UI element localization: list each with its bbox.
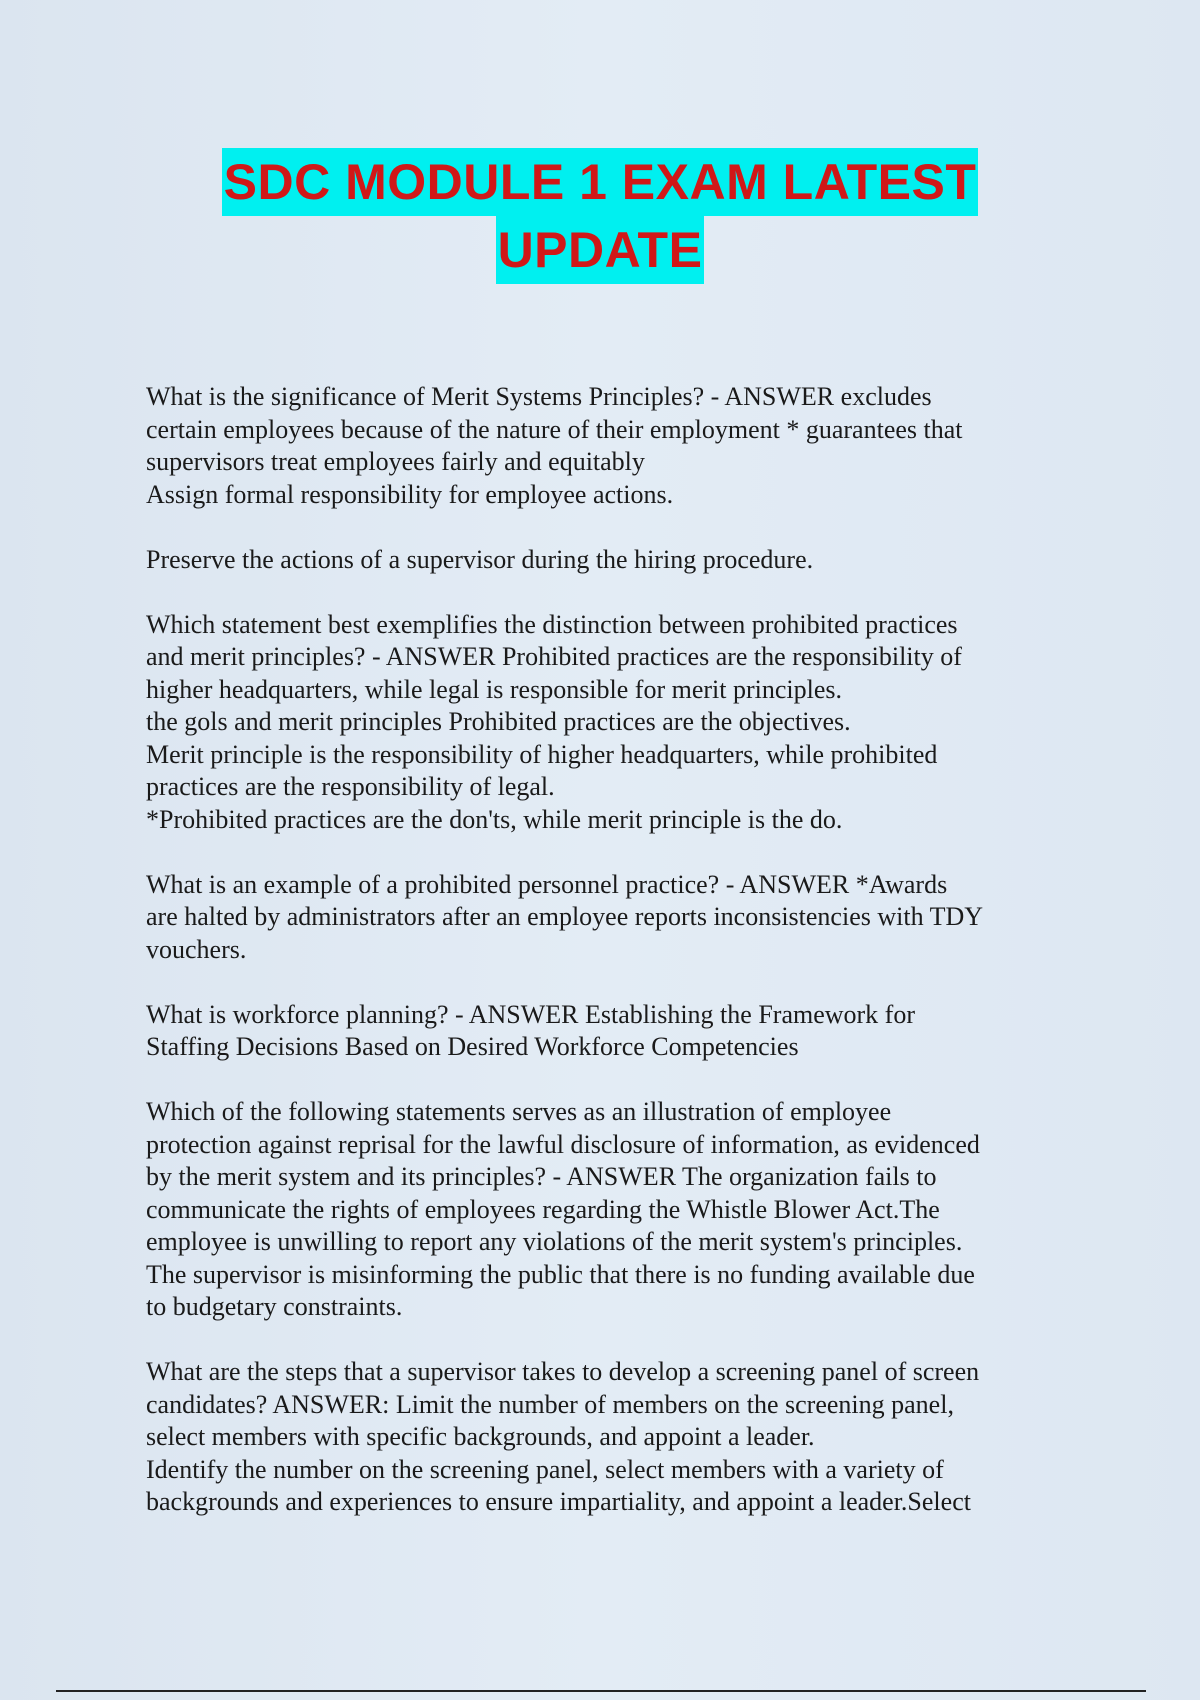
text-line: candidates? ANSWER: Limit the number of members on the screening panel, (146, 1389, 954, 1419)
text-line: Staffing Decisions Based on Desired Workforce Competencies (146, 1032, 799, 1061)
text-line: practices are the responsibility of legal. (146, 772, 555, 801)
text-line: backgrounds and experiences to ensure impartiality, and appoint a leader.Select (146, 1487, 971, 1516)
text-line: and merit principles? - ANSWER Prohibited practices are the responsibility of (146, 642, 962, 671)
paragraph-spacer (146, 836, 1076, 869)
text-line: Merit principle is the responsibility of higher headquarters, while prohibited (146, 739, 938, 769)
text-line: The supervisor is misinforming the public that there is no funding available due (146, 1259, 975, 1289)
text-line: Identify the number on the screening panel, select members with a variety of (146, 1454, 944, 1484)
qa-block-prohibited-vs-merit (146, 609, 1076, 837)
text-line: What is the significance of Merit Systems Principles? - ANSWER excludes (146, 382, 932, 411)
footer-divider (56, 1690, 1146, 1692)
title-line-2: UPDATE (496, 216, 705, 284)
text-line: the gols and merit principles Prohibited practices are the objectives. (146, 707, 851, 736)
text-line: select members with specific backgrounds, and appoint a leader. (146, 1422, 815, 1451)
paragraph-spacer (146, 1324, 1076, 1357)
text-line: What is an example of a prohibited personnel practice? - ANSWER *Awards (146, 869, 948, 899)
paragraph-spacer (146, 511, 1076, 544)
qa-block-reprisal-protection (146, 1096, 1076, 1324)
text-line: are halted by administrators after an employee reports inconsistencies with TDY (146, 902, 984, 931)
text-line: to budgetary constraints. (146, 1292, 403, 1321)
text-line: communicate the rights of employees regarding the Whistle Blower Act.The (146, 1194, 940, 1224)
qa-block-preserve-actions (146, 544, 1076, 577)
text-line: employee is unwilling to report any violations of the merit system's principles. (146, 1227, 963, 1256)
text-line: protection against reprisal for the lawful disclosure of information, as evidenced (146, 1129, 980, 1159)
text-line: higher headquarters, while legal is responsible for merit principles. (146, 674, 843, 704)
text-line: Which statement best exemplifies the distinction between prohibited practices (146, 609, 958, 639)
text-line: certain employees because of the nature of their employment * guarantees that (146, 414, 963, 444)
qa-block-merit-significance (146, 381, 1076, 511)
text-line: What are the steps that a supervisor takes to develop a screening panel of screen (146, 1357, 980, 1386)
qa-block-screening-panel (146, 1356, 1076, 1519)
text-line: by the merit system and its principles? - ANSWER The organization fails to (146, 1162, 937, 1191)
title-line-1: SDC MODULE 1 EXAM LATEST (222, 148, 979, 216)
text-line: What is workforce planning? - ANSWER Establishing the Framework for (146, 999, 915, 1029)
qa-block-prohibited-example (146, 869, 1076, 967)
text-line: *Prohibited practices are the don'ts, while merit principle is the do. (146, 804, 843, 834)
paragraph-spacer (146, 576, 1076, 609)
paragraph-spacer (146, 1064, 1076, 1097)
document-title (0, 148, 1200, 284)
text-line: vouchers. (146, 934, 247, 964)
paragraph-spacer (146, 966, 1076, 999)
text-line: Which of the following statements serves as an illustration of employee (146, 1097, 892, 1126)
qa-block-workforce-planning (146, 999, 1076, 1064)
text-line: Assign formal responsibility for employee actions. (146, 479, 674, 509)
text-line: Preserve the actions of a supervisor during the hiring procedure. (146, 544, 814, 574)
document-body (146, 381, 1076, 1519)
text-line: supervisors treat employees fairly and equitably (146, 447, 645, 476)
